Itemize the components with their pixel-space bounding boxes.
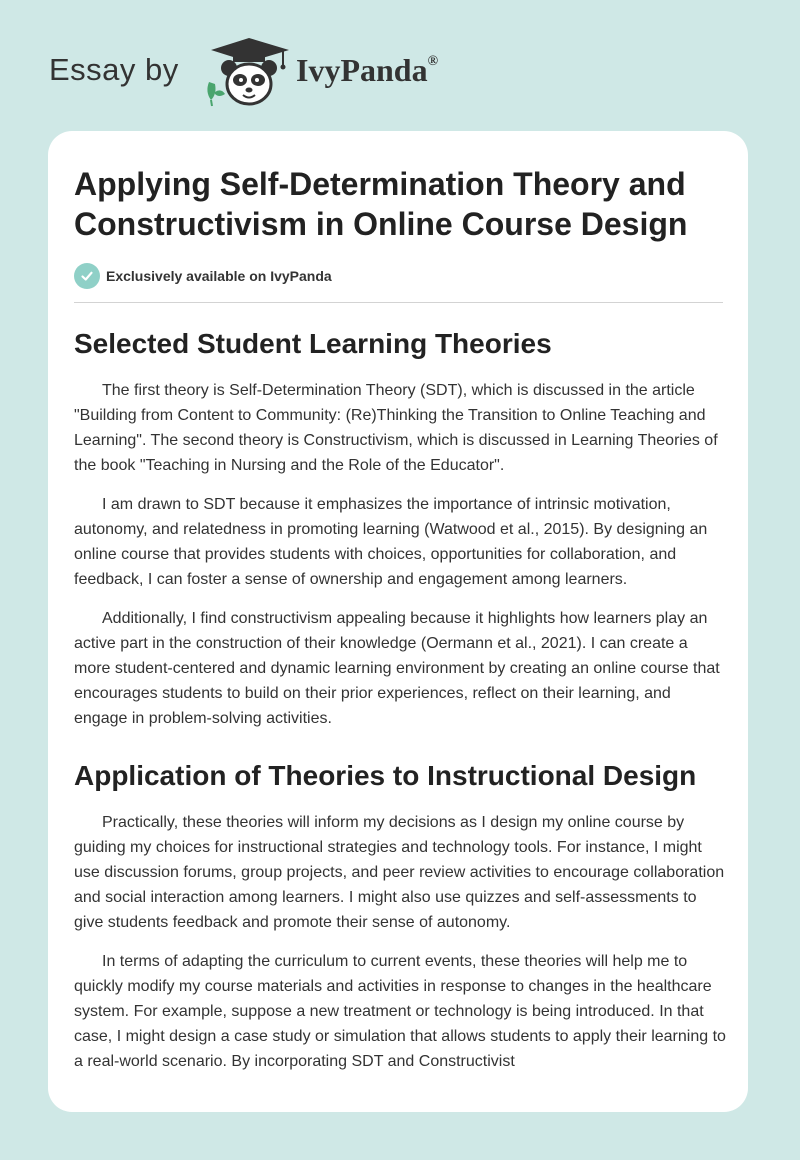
badge-text: Exclusively available on IvyPanda: [106, 268, 332, 284]
paragraph: I am drawn to SDT because it emphasizes the importance of intrinsic motivation, autonomy, and relatedness in promoting learning (Watwood et al., 2015). By designing an online course that provides students with choices, opportunities for collaboration, and feedback, I can foster a sense of ownership and engagement among learners.: [74, 496, 708, 588]
site-header: [0, 0, 800, 130]
section-heading: Application of Theories to Instructional Design: [74, 760, 697, 791]
essay-body: [74, 327, 726, 1088]
essay-title: Applying Self-Determination Theory and Constructivism in Online Course Design: [74, 166, 688, 242]
paragraph: Additionally, I find constructivism appealing because it highlights how learners play an active part in the construction of their knowledge (Oermann et al., 2021). I can create a more student-centered and dynamic learning environment by creating an online course that encourages students to build on their prior experiences, reflect on their learning, and engage in problem-solving activities.: [74, 610, 720, 727]
essay-card: [48, 131, 748, 1112]
check-circle-icon: [74, 263, 100, 289]
exclusive-badge: [74, 263, 332, 289]
paragraph: In terms of adapting the curriculum to current events, these theories will help me to quickly modify my course materials and activities in response to changes in the healthcare system. For example, suppose a new treatment or technology is being introduced. In that case, I might design a case study or simulation that allows students to apply their learning to a real-world scenario. By incorporating SDT and Constructivist: [74, 953, 726, 1070]
paragraph: The first theory is Self-Determination Theory (SDT), which is discussed in the article "Building from Content to Community: (Re)Thinking the Transition to Online Teaching and Learning". The second theory is Constructivism, which is discussed in Learning Theories of the book "Teaching in Nursing and the Role of the Educator".: [74, 382, 718, 474]
divider: [74, 302, 723, 303]
brand-prefix: Essay by: [49, 52, 179, 87]
paragraph: Practically, these theories will inform my decisions as I design my online course by guiding my choices for instructional strategies and technology tools. For instance, I might use discussion forums, group projects, and peer review activities to encourage collaboration and social interaction among learners. I might also use quizzes and self-assessments to give students feedback and promote their sense of autonomy.: [74, 814, 725, 931]
section-heading: Selected Student Learning Theories: [74, 328, 552, 359]
panda-graduate-icon[interactable]: [203, 36, 295, 108]
brand-name[interactable]: IvyPanda®: [296, 52, 439, 88]
